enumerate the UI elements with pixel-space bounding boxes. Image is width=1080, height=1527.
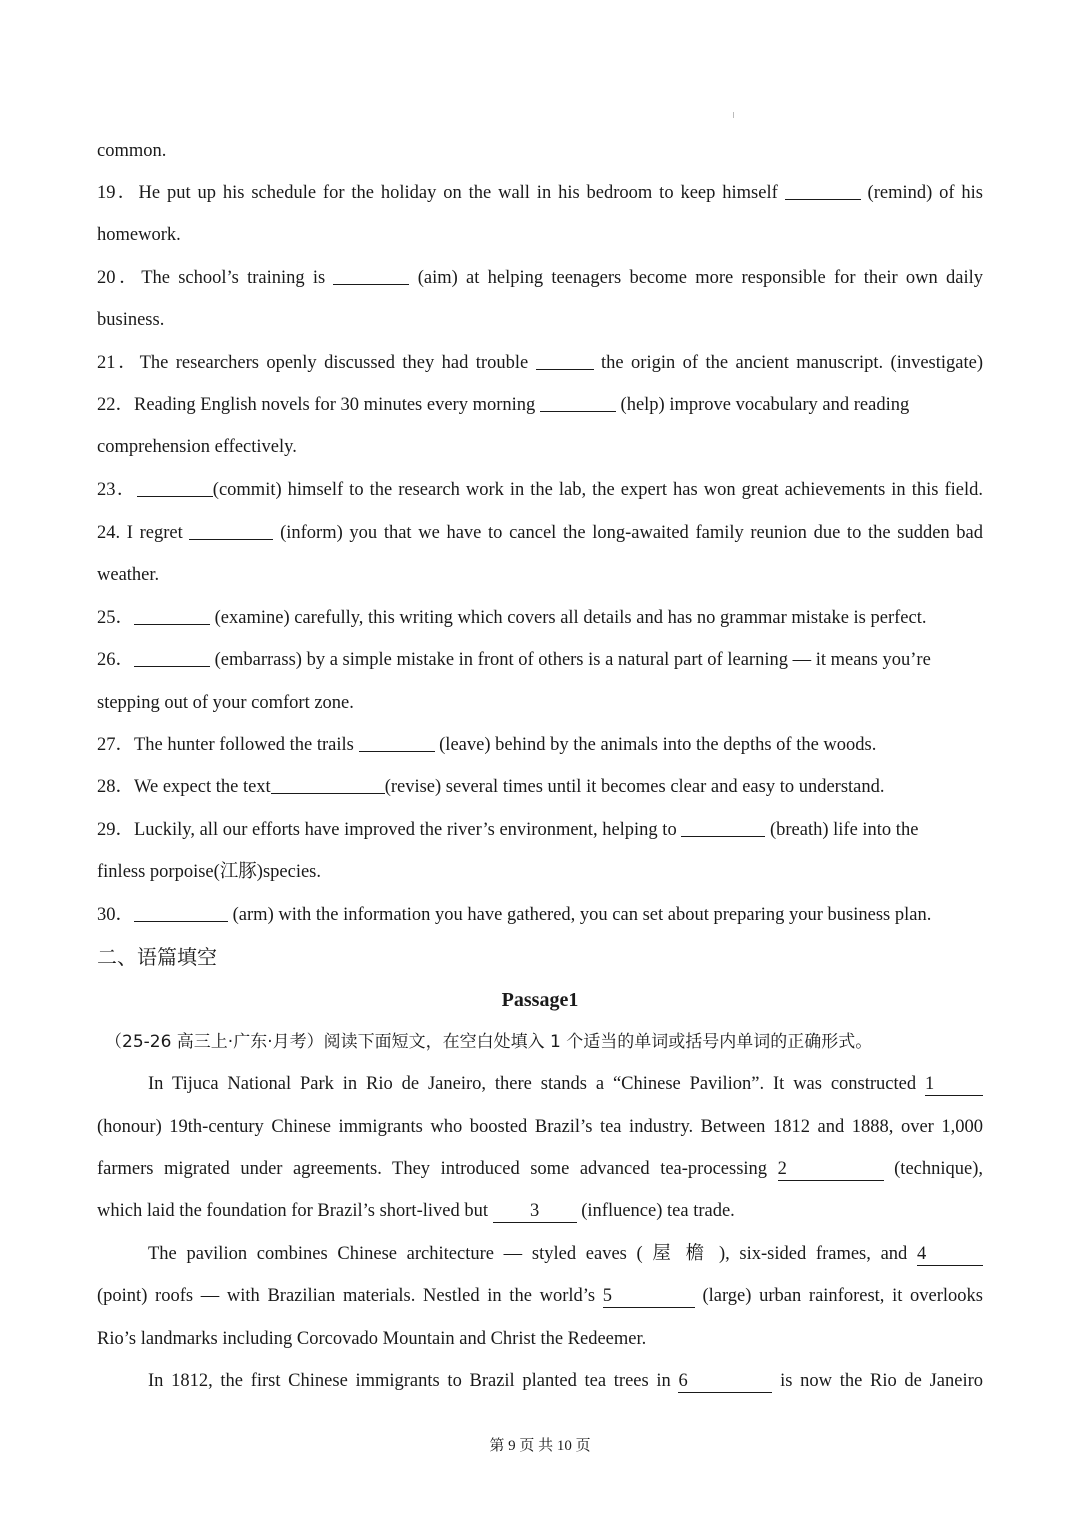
question-text: 26． <box>97 650 135 670</box>
answer-blank[interactable] <box>536 351 594 370</box>
passage-text: is now the Rio de Janeiro <box>780 1371 983 1391</box>
answer-blank[interactable] <box>540 393 616 412</box>
passage-line <box>97 1112 983 1142</box>
page-footer: 第 9 页 共 10 页 <box>489 1438 591 1454</box>
question-text: (aim) at helping teenagers become more responsible for their own daily <box>417 268 984 288</box>
question-text: 20．The school’s training is <box>97 268 326 288</box>
answer-blank[interactable] <box>137 478 213 497</box>
line-text: comprehension effectively. <box>97 437 297 457</box>
text-line <box>97 220 983 250</box>
question-text: 21．The researchers openly discussed they had trouble <box>97 353 529 373</box>
passage-line <box>148 1366 983 1396</box>
line-text: finless porpoise(江豚)species. <box>97 862 322 882</box>
question-22 <box>97 390 983 420</box>
passage-text: In 1812, the first Chinese immigrants to Brazil planted tea trees in <box>148 1371 671 1391</box>
passage-blank-1[interactable]: 1 <box>925 1073 983 1096</box>
answer-blank[interactable] <box>271 775 385 794</box>
question-text: 19．He put up his schedule for the holiday on the wall in his bedroom to keep himself <box>97 183 778 203</box>
question-text: (revise) several times until it becomes clear and easy to understand. <box>384 777 885 797</box>
answer-blank[interactable] <box>359 733 435 752</box>
question-text: 22．Reading English novels for 30 minutes every morning <box>97 395 536 415</box>
passage-line <box>148 1069 983 1099</box>
instruction-text: （25-26 高三上·广东·月考）阅读下面短文，在空白处填入 1 个适当的单词或括号内单词的正确形式。 <box>105 1032 873 1052</box>
answer-blank[interactable] <box>681 818 765 837</box>
passage-text: (honour) 19th-century Chinese immigrants who boosted Brazil’s tea industry. Between 1812 and 1888, over 1,000 <box>97 1117 983 1137</box>
passage-blank-3[interactable]: 3 <box>493 1200 577 1223</box>
question-text: 30． <box>97 905 135 925</box>
question-25 <box>97 603 983 633</box>
passage-blank-6[interactable]: 6 <box>678 1370 772 1393</box>
question-27 <box>97 730 983 760</box>
question-text: 28．We expect the text <box>97 777 271 797</box>
question-text: (examine) carefully, this writing which covers all details and has no grammar mistake is perfect. <box>214 608 927 628</box>
question-28 <box>97 772 983 802</box>
line-text: common. <box>97 141 167 161</box>
question-text: (remind) of his <box>867 183 984 203</box>
passage-title: Passage1 <box>501 989 579 1011</box>
passage-text: Rio’s landmarks including Corcovado Mountain and Christ the Redeemer. <box>97 1329 647 1349</box>
answer-blank[interactable] <box>134 648 210 667</box>
question-text: (inform) you that we have to cancel the long-awaited family reunion due to the sudden bad <box>280 523 984 543</box>
passage-text: The pavilion combines Chinese architecture — styled eaves ( 屋 檐 ), six-sided frames, and <box>148 1244 908 1264</box>
question-text: 27．The hunter followed the trails <box>97 735 354 755</box>
text-line <box>97 432 983 462</box>
question-19 <box>97 178 983 208</box>
passage-blank-5[interactable]: 5 <box>603 1285 695 1308</box>
question-20 <box>97 263 983 293</box>
answer-blank[interactable] <box>333 266 409 285</box>
line-text: business. <box>97 310 165 330</box>
passage-text: (point) roofs — with Brazilian materials. Nestled in the world’s <box>97 1286 596 1306</box>
question-21 <box>97 348 983 378</box>
question-23 <box>97 475 983 505</box>
text-line <box>97 305 983 335</box>
question-text: 24. I regret <box>97 523 183 543</box>
line-text: homework. <box>97 225 181 245</box>
question-text: (help) improve vocabulary and reading <box>620 395 910 415</box>
passage-line <box>97 1154 983 1184</box>
passage-line <box>97 1324 983 1354</box>
question-text: the origin of the ancient manuscript. (investigate) <box>601 353 984 373</box>
answer-blank[interactable] <box>785 181 861 200</box>
answer-blank[interactable] <box>134 606 210 625</box>
passage-text: which laid the foundation for Brazil’s short-lived but <box>97 1201 488 1221</box>
question-30 <box>97 900 983 930</box>
line-text: stepping out of your comfort zone. <box>97 693 354 713</box>
section-heading: 二、语篇填空 <box>97 945 217 969</box>
passage-text: farmers migrated under agreements. They introduced some advanced tea-processing <box>97 1159 768 1179</box>
text-line <box>97 688 983 718</box>
question-text: 25． <box>97 608 135 628</box>
answer-blank[interactable] <box>189 521 273 540</box>
passage-line <box>148 1239 983 1269</box>
question-text: (leave) behind by the animals into the depths of the woods. <box>439 735 877 755</box>
passage-text: (influence) tea trade. <box>581 1201 735 1221</box>
question-text: (arm) with the information you have gathered, you can set about preparing your business plan. <box>232 905 932 925</box>
scan-mark <box>733 112 734 118</box>
passage-blank-4[interactable]: 4 <box>917 1243 983 1266</box>
passage-line <box>97 1281 983 1311</box>
question-text: 23． <box>97 480 137 500</box>
question-text: (commit) himself to the research work in the lab, the expert has won great achievements in this field. <box>212 480 983 500</box>
passage-line <box>97 1196 983 1226</box>
question-text: 29．Luckily, all our efforts have improved the river’s environment, helping to <box>97 820 677 840</box>
question-text: (breath) life into the <box>769 820 919 840</box>
line-text: weather. <box>97 565 160 585</box>
answer-blank[interactable] <box>134 903 228 922</box>
passage-text: (technique), <box>894 1159 984 1179</box>
question-29 <box>97 815 983 845</box>
passage-text: (large) urban rainforest, it overlooks <box>702 1286 984 1306</box>
question-text: (embarrass) by a simple mistake in front of others is a natural part of learning — it means you’re <box>214 650 931 670</box>
question-24 <box>97 518 983 548</box>
text-line <box>97 857 983 887</box>
text-line <box>97 136 983 166</box>
text-line <box>97 560 983 590</box>
passage-text: In Tijuca National Park in Rio de Janeiro, there stands a “Chinese Pavilion”. It was constructed <box>148 1074 917 1094</box>
question-26 <box>97 645 983 675</box>
passage-blank-2[interactable]: 2 <box>778 1158 884 1181</box>
